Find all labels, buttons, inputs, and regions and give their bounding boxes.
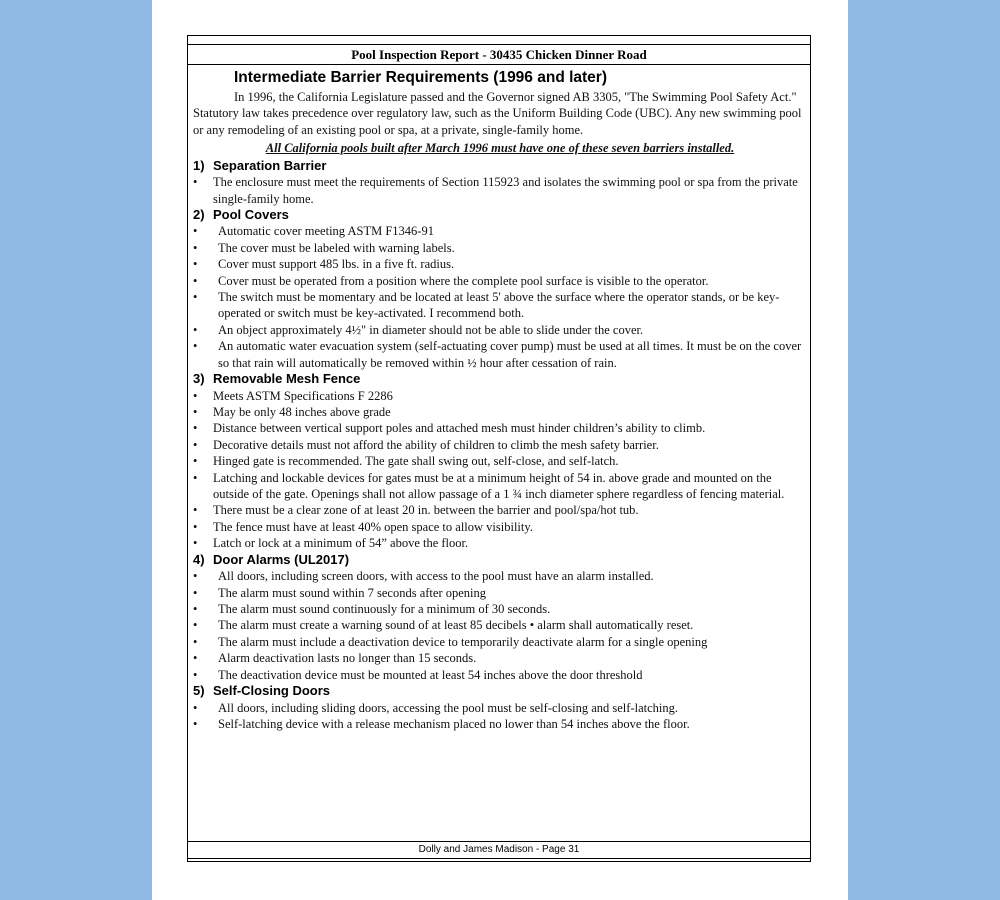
- document-page: [152, 0, 848, 900]
- section-number: 1): [193, 157, 205, 173]
- section-heading: [193, 158, 807, 175]
- intro-paragraph: In 1996, the California Legislature passed and the Governor signed AB 3305, "The Swimming Pool Safety Act." Statutory law takes precedence over regulatory law, such as the Uniform Building Code (UBC). Any new swimming pool or any remodeling of an existing pool or spa, at a private, single-family home.: [193, 90, 802, 137]
- section-heading: [193, 207, 807, 224]
- list-item: • Meets ASTM Specifications F 2286: [193, 388, 807, 404]
- list-item: • The enclosure must meet the requirements of Section 115923 and isolates the swimming pool or spa from the private single-family home.: [193, 174, 807, 207]
- section-number: 3): [193, 371, 205, 387]
- section-5: [193, 683, 807, 732]
- list-item: • Automatic cover meeting ASTM F1346-91: [193, 223, 807, 239]
- list-item: • The deactivation device must be mounted at least 54 inches above the door threshold: [193, 667, 807, 683]
- list-item: • All doors, including screen doors, with access to the pool must have an alarm installed.: [193, 568, 807, 584]
- list-item: • The switch must be momentary and be located at least 5' above the surface where the operator stands, or be key-operated or switch must be key-activated. I recommend both.: [193, 289, 807, 322]
- list-item: • Latch or lock at a minimum of 54” above the floor.: [193, 535, 807, 551]
- section-title: Door Alarms (UL2017): [213, 551, 350, 567]
- page-content: [193, 68, 807, 732]
- section-number: 4): [193, 551, 205, 567]
- list-item: • The alarm must sound within 7 seconds after opening: [193, 585, 807, 601]
- list-item: • Cover must support 485 lbs. in a five ft. radius.: [193, 256, 807, 272]
- list-item: • An object approximately 4½" in diameter should not be able to slide under the cover.: [193, 322, 807, 338]
- list-item: • Alarm deactivation lasts no longer than 15 seconds.: [193, 650, 807, 666]
- page-title: Intermediate Barrier Requirements (1996 and later): [234, 69, 607, 86]
- page-footer: Dolly and James Madison - Page 31: [188, 841, 810, 859]
- list-item: • The alarm must create a warning sound of at least 85 decibels • alarm shall automatically reset.: [193, 617, 807, 633]
- list-item: • The alarm must sound continuously for a minimum of 30 seconds.: [193, 601, 807, 617]
- list-item: • Distance between vertical support poles and attached mesh must hinder children’s ability to climb.: [193, 420, 807, 436]
- section-heading: [193, 552, 807, 569]
- section-title: Separation Barrier: [213, 157, 327, 173]
- list-item: • All doors, including sliding doors, accessing the pool must be self-closing and self-latching.: [193, 700, 807, 716]
- mandate-statement: All California pools built after March 1996 must have one of these seven barriers installed.: [265, 141, 735, 156]
- report-header: Pool Inspection Report - 30435 Chicken Dinner Road: [188, 44, 810, 65]
- section-number: 2): [193, 206, 205, 222]
- list-item: • May be only 48 inches above grade: [193, 404, 807, 420]
- list-item: • The fence must have at least 40% open space to allow visibility.: [193, 519, 807, 535]
- section-title: Self-Closing Doors: [213, 683, 331, 698]
- section-1: [193, 158, 807, 207]
- section-heading: [193, 371, 807, 388]
- list-item: • An automatic water evacuation system (self-actuating cover pump) must be used at all times. It must be on the cover so that rain will automatically be removed within ½ hour after cessation of rain.: [193, 338, 807, 371]
- list-item: • Decorative details must not afford the ability of children to climb the mesh safety barrier.: [193, 437, 807, 453]
- list-item: • The alarm must include a deactivation device to temporarily deactivate alarm for a single opening: [193, 634, 807, 650]
- section-number: 5): [193, 683, 205, 698]
- list-item: • There must be a clear zone of at least 20 in. between the barrier and pool/spa/hot tub.: [193, 502, 807, 518]
- list-item: • Self-latching device with a release mechanism placed no lower than 54 inches above the floor.: [193, 716, 807, 732]
- list-item: • Hinged gate is recommended. The gate shall swing out, self-close, and self-latch.: [193, 453, 807, 469]
- section-2: [193, 207, 807, 371]
- list-item: • Latching and lockable devices for gates must be at a minimum height of 54 in. above grade and mounted on the outside of the gate. Openings shall not allow passage of a 1 ¾ inch diameter sphere regardless of fencing material.: [193, 470, 807, 503]
- section-title: Removable Mesh Fence: [213, 371, 361, 387]
- section-title: Pool Covers: [213, 206, 289, 222]
- list-item: • The cover must be labeled with warning labels.: [193, 240, 807, 256]
- section-heading: [193, 683, 807, 700]
- section-4: [193, 552, 807, 683]
- list-item: • Cover must be operated from a position where the complete pool surface is visible to the operator.: [193, 273, 807, 289]
- section-3: [193, 371, 807, 552]
- page-frame: [187, 35, 811, 862]
